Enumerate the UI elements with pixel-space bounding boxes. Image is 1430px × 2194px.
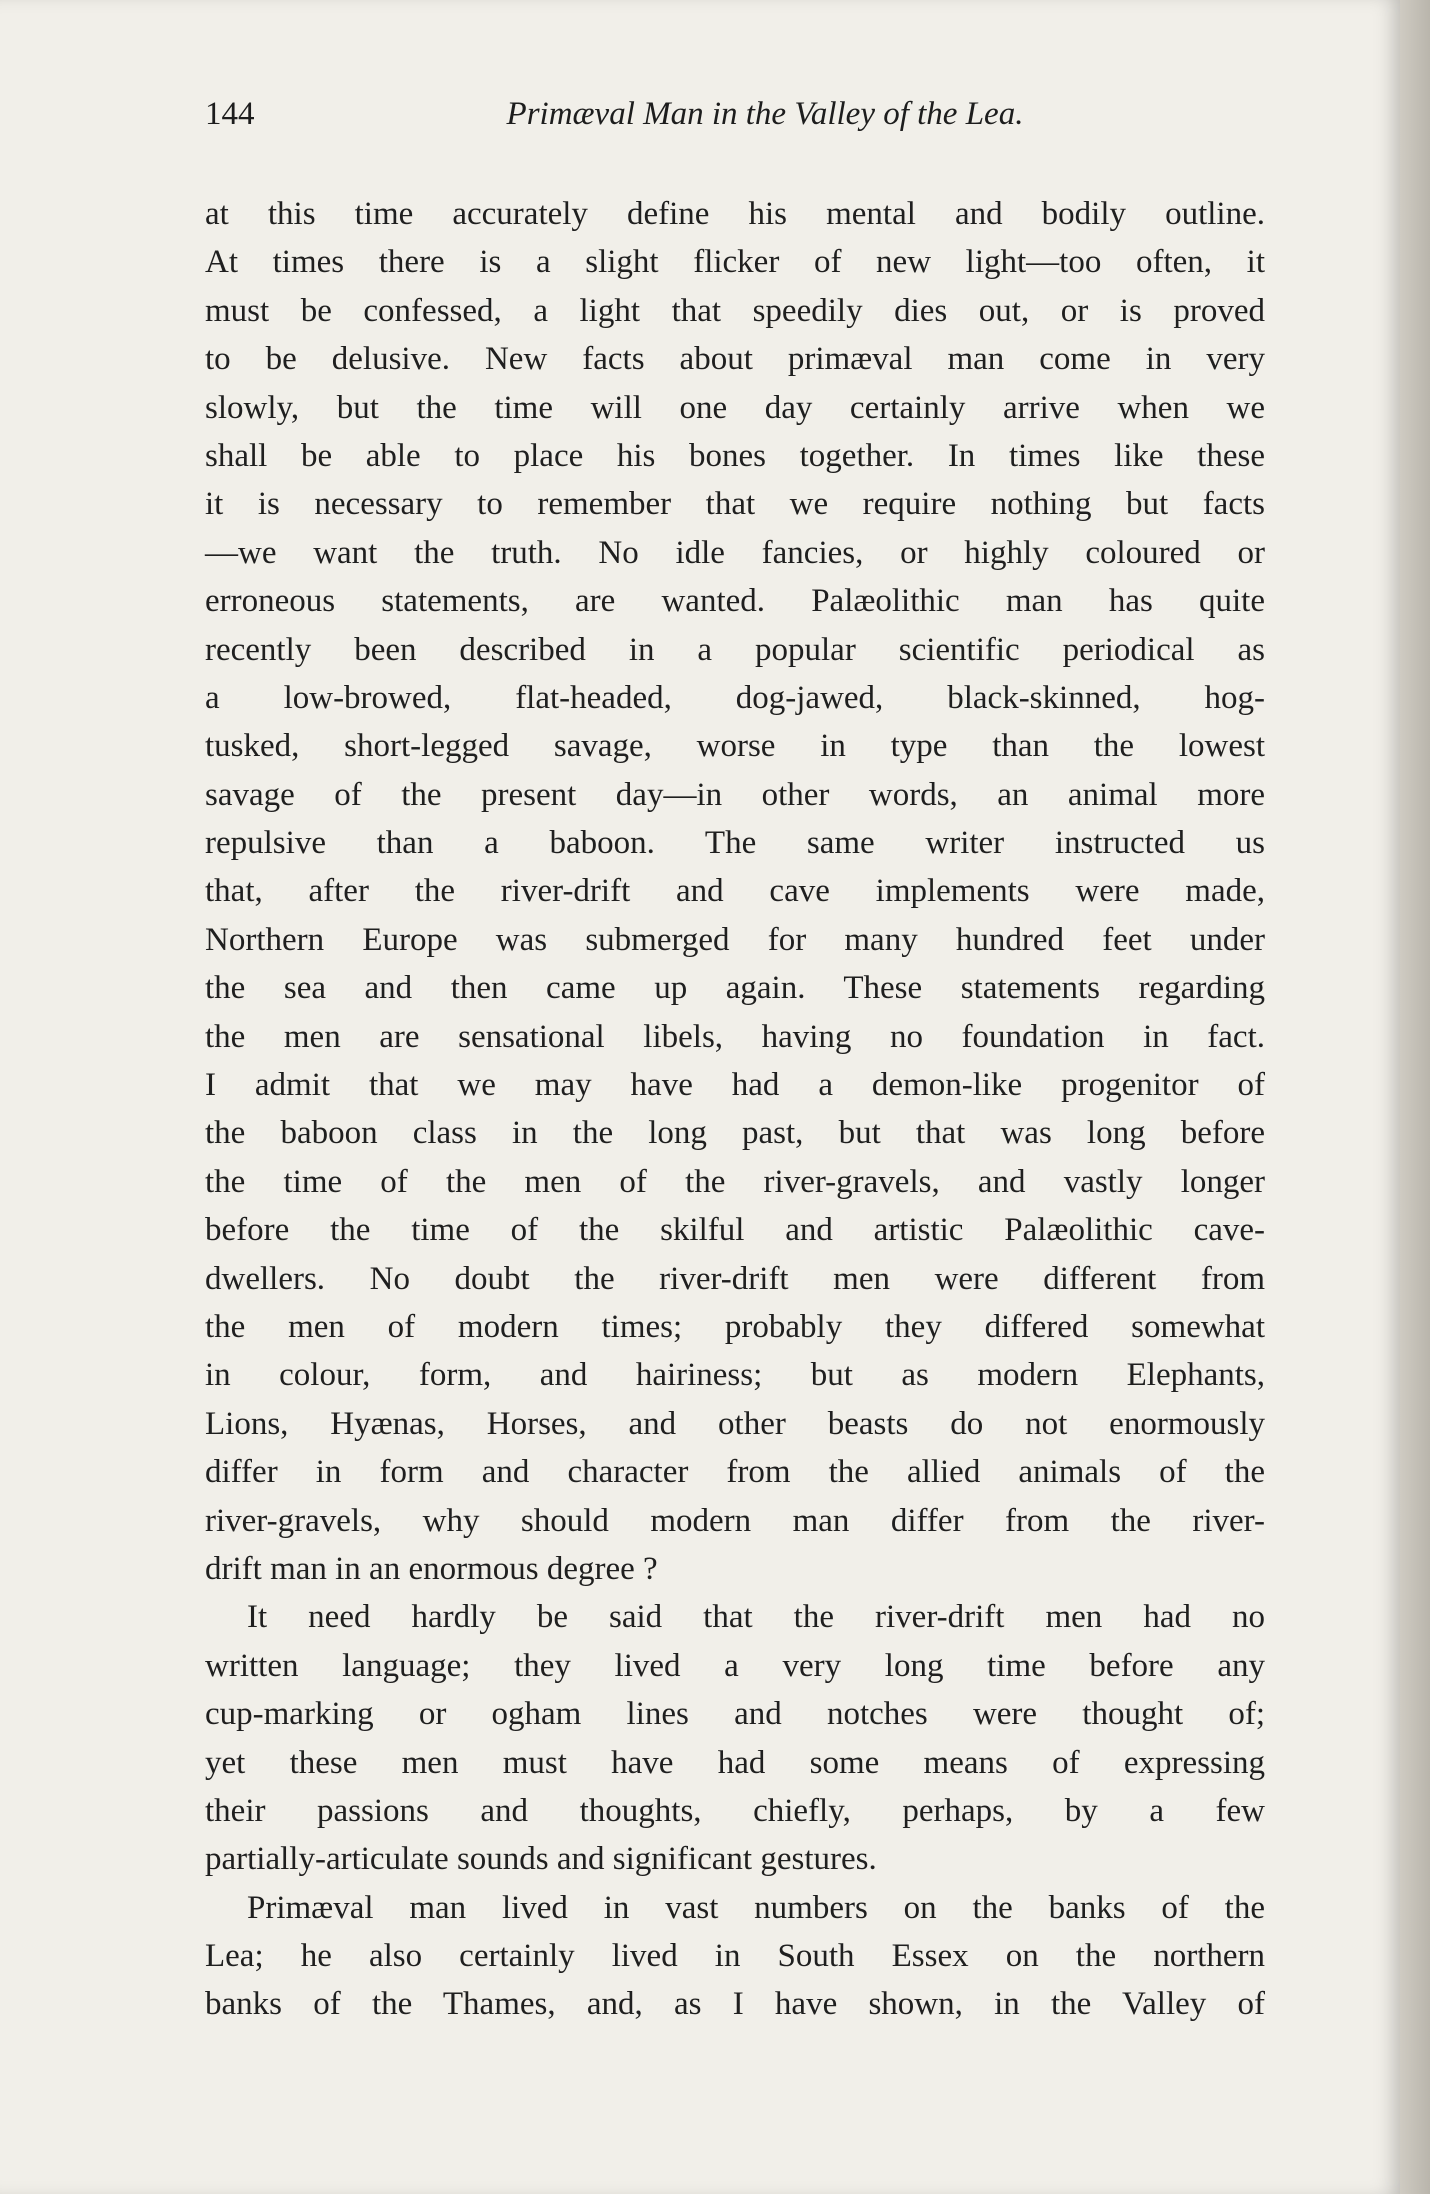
text-line: recently been described in a popular scientific periodical as — [205, 631, 1265, 668]
text-line: it is necessary to remember that we require nothing but facts — [205, 486, 1265, 523]
text-line: river-gravels, why should modern man differ from the river- — [205, 1502, 1265, 1539]
text-line: I admit that we may have had a demon-like progenitor of — [205, 1067, 1265, 1104]
page-header — [205, 96, 1265, 146]
text-line: written language; they lived a very long time before any — [205, 1647, 1265, 1684]
text-line: repulsive than a baboon. The same writer instructed us — [205, 825, 1265, 862]
text-line: banks of the Thames, and, as I have shown, in the Valley of — [205, 1986, 1265, 2023]
text-line: savage of the present day—in other words, an animal more — [205, 776, 1265, 813]
text-line: a low-browed, flat-headed, dog-jawed, black-skinned, hog- — [205, 679, 1265, 716]
text-line: the baboon class in the long past, but that was long before — [205, 1115, 1265, 1152]
page-edge-shadow — [1400, 0, 1430, 2194]
text-line: Lea; he also certainly lived in South Essex on the northern — [205, 1938, 1265, 1975]
text-line: cup-marking or ogham lines and notches were thought of; — [205, 1696, 1265, 1733]
text-line: their passions and thoughts, chiefly, perhaps, by a few — [205, 1792, 1265, 1829]
text-line: to be delusive. New facts about primæval man come in very — [205, 341, 1265, 378]
running-title: Primæval Man in the Valley of the Lea. — [506, 96, 1024, 132]
text-line: It need hardly be said that the river-drift men had no — [247, 1599, 1265, 1636]
text-line: shall be able to place his bones together. In times like these — [205, 437, 1265, 474]
text-line: the sea and then came up again. These statements regarding — [205, 970, 1265, 1007]
text-line: partially-articulate sounds and significant gestures. — [205, 1841, 877, 1878]
text-line: Primæval man lived in vast numbers on the banks of the — [247, 1889, 1265, 1926]
text-line: the men of modern times; probably they differed somewhat — [205, 1308, 1265, 1345]
text-line: before the time of the skilful and artistic Palæolithic cave- — [205, 1212, 1265, 1249]
body-text — [205, 190, 1265, 2029]
page-number: 144 — [205, 96, 255, 132]
text-line: differ in form and character from the allied animals of the — [205, 1454, 1265, 1491]
text-line: in colour, form, and hairiness; but as modern Elephants, — [205, 1357, 1265, 1394]
text-line: that, after the river-drift and cave implements were made, — [205, 873, 1265, 910]
text-line: yet these men must have had some means of expressing — [205, 1744, 1265, 1781]
text-line: At times there is a slight flicker of new light—too often, it — [205, 244, 1265, 281]
text-line: drift man in an enormous degree ? — [205, 1550, 658, 1587]
text-line: slowly, but the time will one day certainly arrive when we — [205, 389, 1265, 426]
text-line: the time of the men of the river-gravels, and vastly longer — [205, 1163, 1265, 1200]
text-line: dwellers. No doubt the river-drift men were different from — [205, 1260, 1265, 1297]
text-line: tusked, short-legged savage, worse in type than the lowest — [205, 728, 1265, 765]
text-line: at this time accurately define his mental and bodily outline. — [205, 196, 1265, 232]
text-line: must be confessed, a light that speedily dies out, or is proved — [205, 292, 1265, 329]
text-line: Northern Europe was submerged for many hundred feet under — [205, 921, 1265, 958]
text-line: Lions, Hyænas, Horses, and other beasts do not enormously — [205, 1405, 1265, 1442]
text-line: erroneous statements, are wanted. Palæolithic man has quite — [205, 583, 1265, 620]
text-line: the men are sensational libels, having no foundation in fact. — [205, 1018, 1265, 1055]
text-line: —we want the truth. No idle fancies, or highly coloured or — [205, 534, 1265, 571]
